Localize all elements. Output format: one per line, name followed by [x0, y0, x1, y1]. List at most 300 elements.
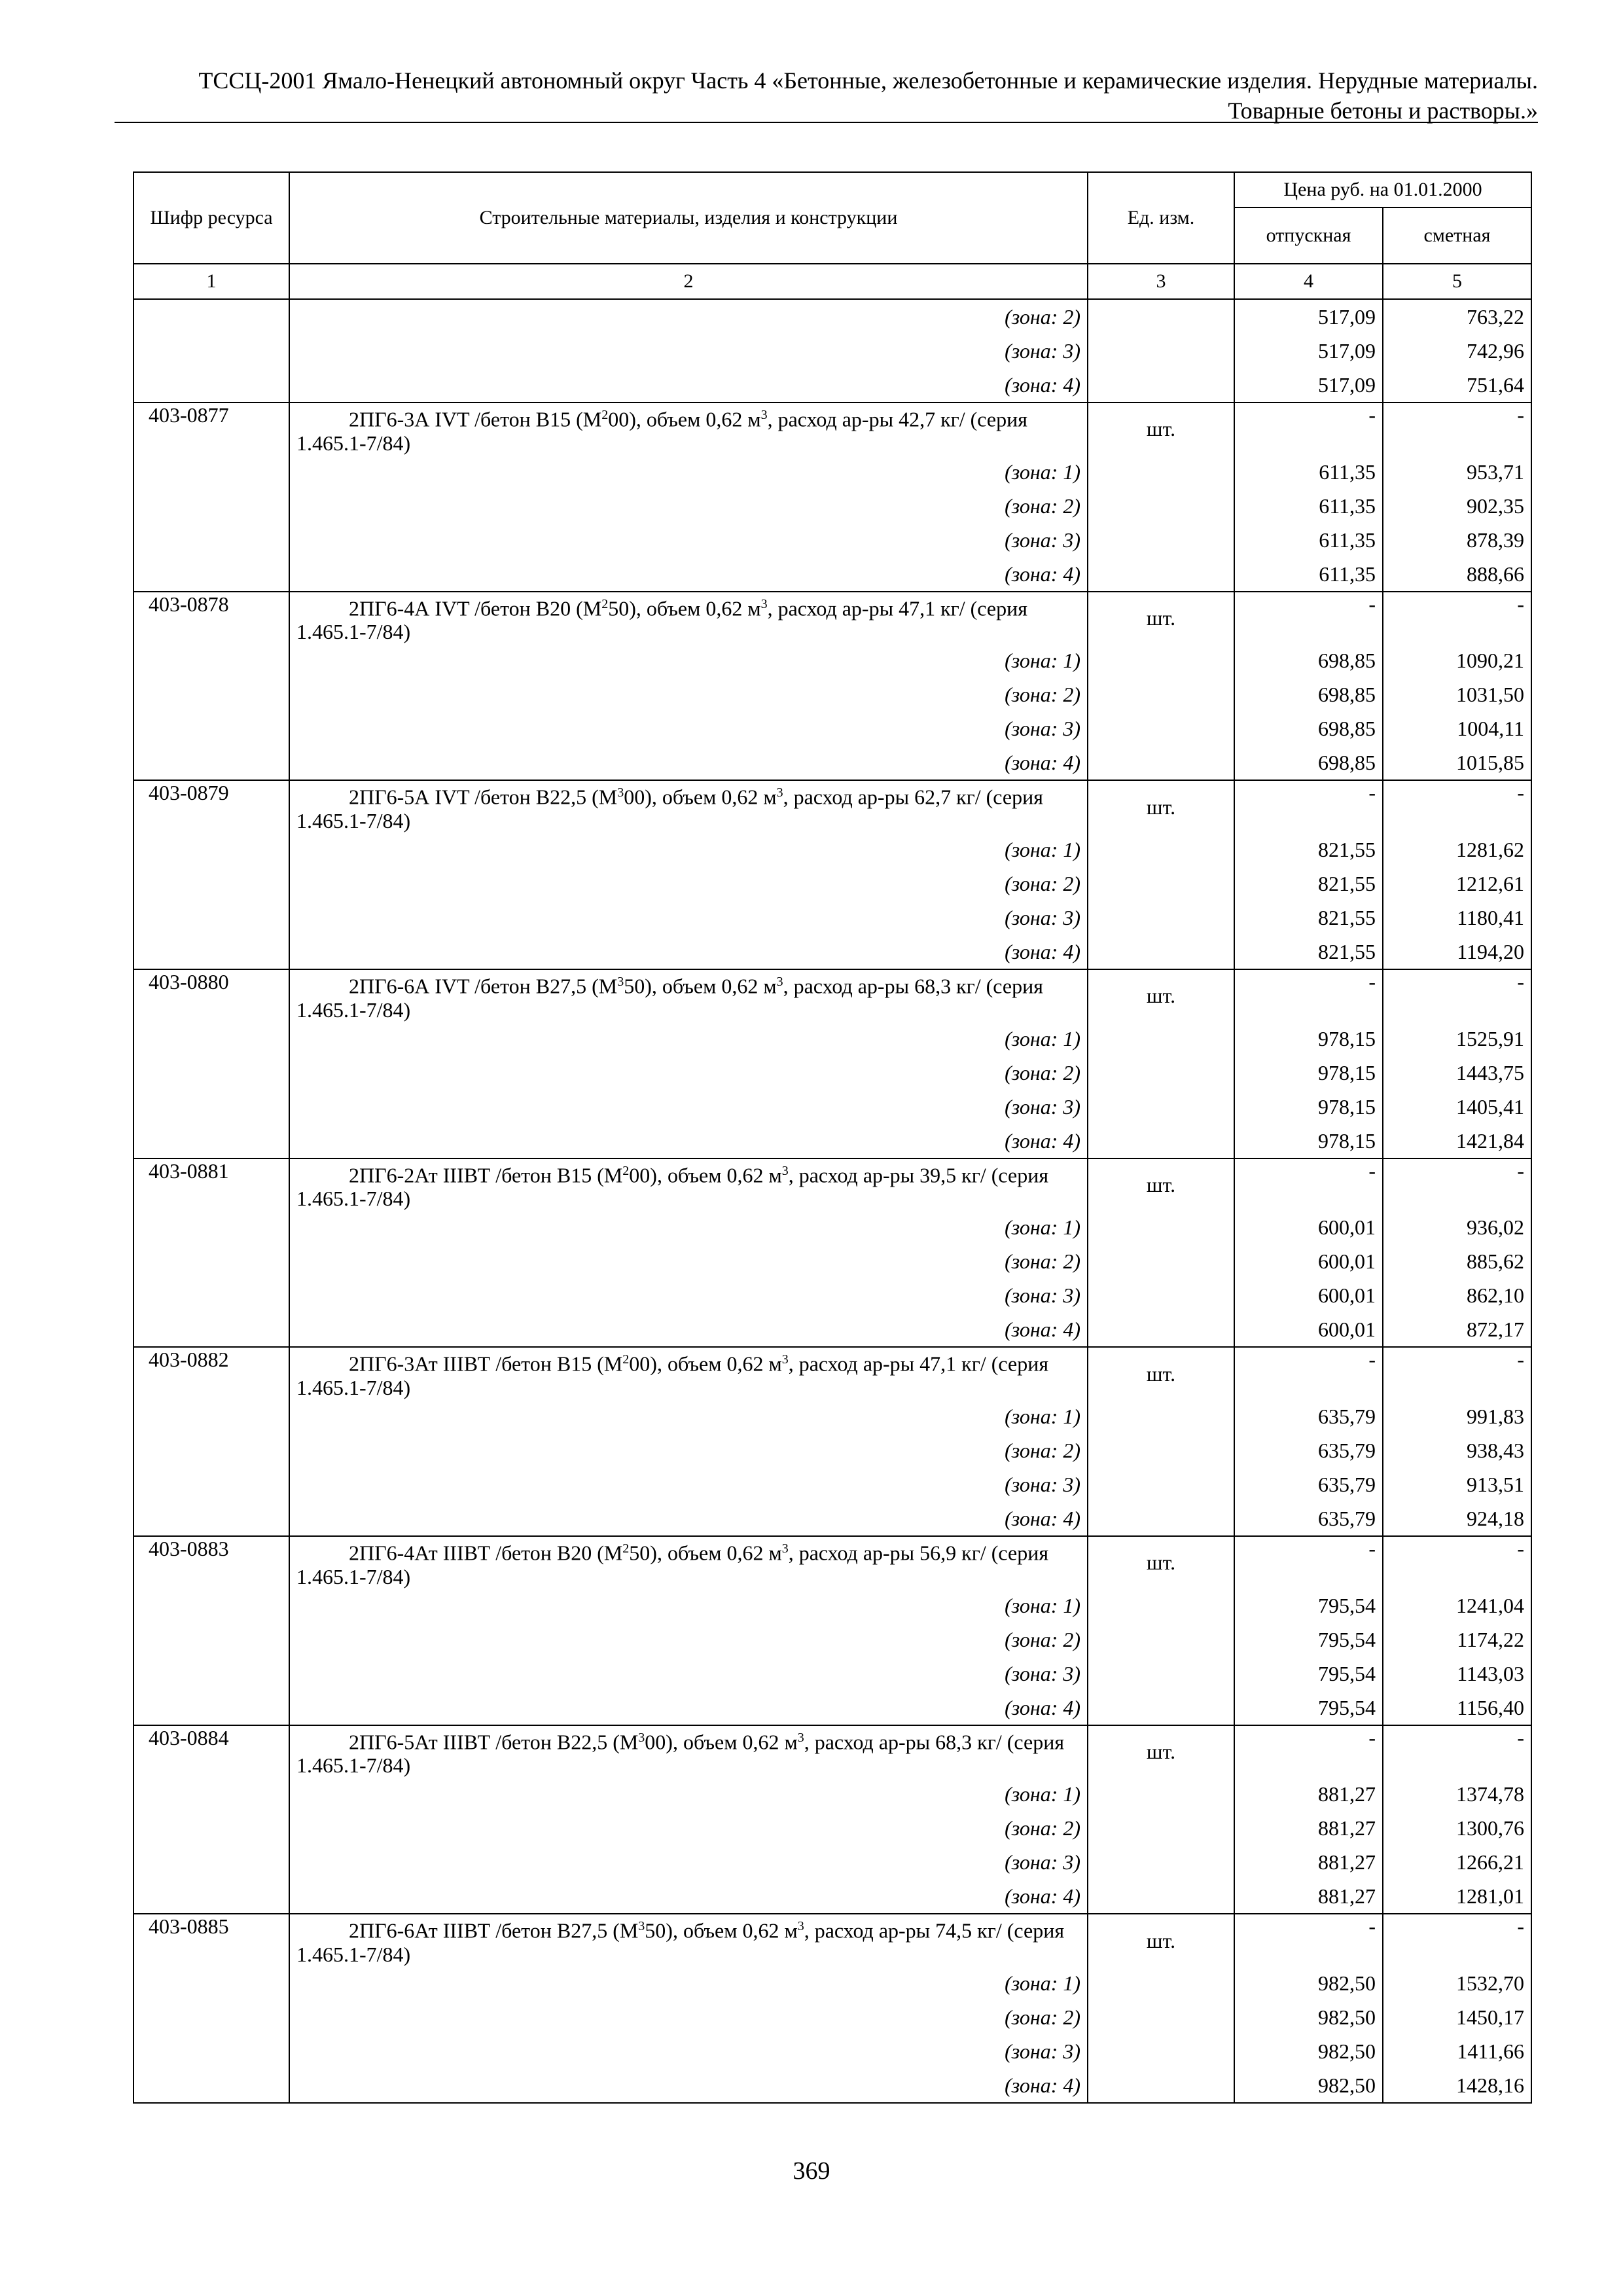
estimate-price: 1281,62: [1383, 833, 1531, 867]
resource-code-cell: [134, 2068, 289, 2103]
zone-label: (зона: 2): [289, 1433, 1088, 1467]
resource-code-cell: [134, 1467, 289, 1501]
release-price: 517,09: [1234, 368, 1383, 403]
resource-code-cell: [134, 1278, 289, 1312]
table-row: [134, 1879, 1531, 1914]
zone-label: (зона: 1): [289, 1588, 1088, 1623]
resource-code: 403-0884: [134, 1725, 289, 1778]
zone-label: (зона: 4): [289, 368, 1088, 403]
unit-cell: [1088, 1467, 1234, 1501]
unit-cell: [1088, 1433, 1234, 1467]
release-price: 635,79: [1234, 1399, 1383, 1433]
resource-code-cell: [134, 1210, 289, 1244]
unit-cell: [1088, 489, 1234, 523]
zone-label: (зона: 4): [289, 745, 1088, 780]
resource-code: 403-0881: [134, 1158, 289, 1211]
release-price: -: [1234, 1914, 1383, 1966]
resource-code-cell: [134, 1966, 289, 2000]
release-price: 795,54: [1234, 1691, 1383, 1725]
unit-cell: шт.: [1088, 592, 1234, 644]
release-price: 611,35: [1234, 557, 1383, 592]
table-row: [134, 403, 1531, 455]
release-price: 982,50: [1234, 2000, 1383, 2034]
resource-code-cell: [134, 901, 289, 935]
table-row: [134, 2034, 1531, 2068]
unit-cell: [1088, 1278, 1234, 1312]
zone-label: (зона: 3): [289, 901, 1088, 935]
unit-cell: [1088, 643, 1234, 677]
resource-code: 403-0882: [134, 1347, 289, 1399]
release-price: -: [1234, 592, 1383, 644]
estimate-price: 751,64: [1383, 368, 1531, 403]
resource-code-cell: [134, 2034, 289, 2068]
table-row: [134, 523, 1531, 557]
resource-code-cell: [134, 1777, 289, 1811]
resource-code-cell: [134, 1588, 289, 1623]
zone-label: (зона: 2): [289, 677, 1088, 711]
release-price: 978,15: [1234, 1022, 1383, 1056]
release-price: -: [1234, 1725, 1383, 1778]
estimate-price: 1266,21: [1383, 1845, 1531, 1879]
estimate-price: 1143,03: [1383, 1657, 1531, 1691]
estimate-price: 902,35: [1383, 489, 1531, 523]
estimate-price: 991,83: [1383, 1399, 1531, 1433]
estimate-price: 888,66: [1383, 557, 1531, 592]
unit-cell: [1088, 833, 1234, 867]
estimate-price: 742,96: [1383, 334, 1531, 368]
release-price: 611,35: [1234, 489, 1383, 523]
resource-code: 403-0878: [134, 592, 289, 644]
estimate-price: 1004,11: [1383, 711, 1531, 745]
table-row: [134, 867, 1531, 901]
material-name: 2ПГ6-2Ат IIIВТ /бетон В15 $(М^200)$, объем 0,62 $м^3$, расход ар-ры 39,5 кг/ (серия 1.465.1-7/84): [289, 1158, 1088, 1211]
resource-code-cell: [134, 1022, 289, 1056]
release-price: 982,50: [1234, 1966, 1383, 2000]
material-name: 2ПГ6-3А IVT /бетон В15 $(М^200)$, объем 0,62 $м^3$, расход ар-ры 42,7 кг/ (серия 1.465.1-7/84): [289, 403, 1088, 455]
zone-label: (зона: 3): [289, 711, 1088, 745]
unit-cell: [1088, 677, 1234, 711]
release-price: 600,01: [1234, 1278, 1383, 1312]
release-price: 795,54: [1234, 1588, 1383, 1623]
estimate-price: 913,51: [1383, 1467, 1531, 1501]
zone-label: (зона: 4): [289, 1691, 1088, 1725]
table-row: [134, 592, 1531, 644]
release-price: 600,01: [1234, 1244, 1383, 1278]
col-number: 5: [1383, 264, 1531, 299]
release-price: 795,54: [1234, 1623, 1383, 1657]
table-row: [134, 1588, 1531, 1623]
zone-label: (зона: 3): [289, 1278, 1088, 1312]
table-row: [134, 780, 1531, 833]
estimate-price: 1241,04: [1383, 1588, 1531, 1623]
zone-label: (зона: 1): [289, 1210, 1088, 1244]
resource-code-cell: [134, 935, 289, 969]
table-row: [134, 489, 1531, 523]
unit-cell: [1088, 745, 1234, 780]
estimate-price: -: [1383, 1914, 1531, 1966]
table-row: [134, 1467, 1531, 1501]
resource-code-cell: [134, 1657, 289, 1691]
estimate-price: 1428,16: [1383, 2068, 1531, 2103]
table-row: [134, 1210, 1531, 1244]
resource-code-cell: [134, 1399, 289, 1433]
release-price: 881,27: [1234, 1811, 1383, 1845]
estimate-price: -: [1383, 592, 1531, 644]
zone-label: (зона: 3): [289, 1467, 1088, 1501]
resource-code: 403-0885: [134, 1914, 289, 1966]
estimate-price: 1156,40: [1383, 1691, 1531, 1725]
resource-code-cell: [134, 523, 289, 557]
table-row: [134, 1914, 1531, 1966]
release-price: 635,79: [1234, 1467, 1383, 1501]
table-row: [134, 2068, 1531, 2103]
estimate-price: 1300,76: [1383, 1811, 1531, 1845]
price-table: [133, 171, 1532, 2104]
unit-cell: [1088, 1399, 1234, 1433]
zone-label: (зона: 4): [289, 2068, 1088, 2103]
header-line-2: Товарные бетоны и растворы.»: [1228, 98, 1538, 124]
release-price: 821,55: [1234, 935, 1383, 969]
table-row: [134, 299, 1531, 334]
release-price: 982,50: [1234, 2034, 1383, 2068]
unit-cell: [1088, 557, 1234, 592]
estimate-price: -: [1383, 780, 1531, 833]
release-price: 600,01: [1234, 1210, 1383, 1244]
unit-cell: шт.: [1088, 1725, 1234, 1778]
estimate-price: -: [1383, 403, 1531, 455]
estimate-price: 1411,66: [1383, 2034, 1531, 2068]
resource-code-cell: [134, 334, 289, 368]
zone-label: (зона: 4): [289, 1312, 1088, 1347]
col-header-price-group: Цена руб. на 01.01.2000: [1234, 172, 1531, 207]
release-price: 978,15: [1234, 1124, 1383, 1158]
unit-cell: [1088, 1244, 1234, 1278]
release-price: 978,15: [1234, 1056, 1383, 1090]
release-price: 635,79: [1234, 1501, 1383, 1536]
zone-label: (зона: 4): [289, 1501, 1088, 1536]
unit-cell: [1088, 2068, 1234, 2103]
table-row: [134, 455, 1531, 489]
zone-label: (зона: 3): [289, 1845, 1088, 1879]
release-price: -: [1234, 1536, 1383, 1588]
page-number: 369: [793, 2157, 830, 2185]
resource-code-cell: [134, 2000, 289, 2034]
resource-code-cell: [134, 557, 289, 592]
release-price: 517,09: [1234, 334, 1383, 368]
unit-cell: [1088, 1312, 1234, 1347]
table-row: [134, 1966, 1531, 2000]
material-name: 2ПГ6-5А IVT /бетон В22,5 $(М^300)$, объем 0,62 $м^3$, расход ар-ры 62,7 кг/ (серия 1.465.1-7/84): [289, 780, 1088, 833]
release-price: 611,35: [1234, 523, 1383, 557]
col-header-material: Строительные материалы, изделия и конструкции: [289, 172, 1088, 264]
col-header-code: Шифр ресурса: [134, 172, 289, 264]
estimate-price: 1212,61: [1383, 867, 1531, 901]
zone-label: (зона: 2): [289, 489, 1088, 523]
estimate-price: 938,43: [1383, 1433, 1531, 1467]
release-price: 600,01: [1234, 1312, 1383, 1347]
unit-cell: [1088, 1777, 1234, 1811]
material-name: 2ПГ6-5Ат IIIВТ /бетон В22,5 $(М^300)$, объем 0,62 $м^3$, расход ар-ры 68,3 кг/ (серия 1.465.1-7/84): [289, 1725, 1088, 1778]
resource-code-cell: [134, 1244, 289, 1278]
table-row: [134, 1312, 1531, 1347]
table-row: [134, 1244, 1531, 1278]
estimate-price: 1374,78: [1383, 1777, 1531, 1811]
unit-cell: [1088, 1022, 1234, 1056]
release-price: 795,54: [1234, 1657, 1383, 1691]
col-header-unit: Ед. изм.: [1088, 172, 1234, 264]
table-row: [134, 711, 1531, 745]
table-row: [134, 1158, 1531, 1211]
table-row: [134, 1777, 1531, 1811]
table-row: [134, 1501, 1531, 1536]
estimate-price: 872,17: [1383, 1312, 1531, 1347]
release-price: 881,27: [1234, 1879, 1383, 1914]
zone-label: (зона: 2): [289, 1244, 1088, 1278]
unit-cell: шт.: [1088, 780, 1234, 833]
table-row: [134, 1657, 1531, 1691]
resource-code-cell: [134, 833, 289, 867]
col-header-estimate: сметная: [1383, 207, 1531, 264]
table-row: [134, 557, 1531, 592]
resource-code-cell: [134, 1056, 289, 1090]
resource-code-cell: [134, 643, 289, 677]
release-price: 635,79: [1234, 1433, 1383, 1467]
resource-code: 403-0880: [134, 969, 289, 1022]
estimate-price: -: [1383, 1347, 1531, 1399]
material-name: 2ПГ6-3Ат IIIВТ /бетон В15 $(М^200)$, объем 0,62 $м^3$, расход ар-ры 47,1 кг/ (серия 1.465.1-7/84): [289, 1347, 1088, 1399]
unit-cell: [1088, 1811, 1234, 1845]
resource-code-cell: [134, 1811, 289, 1845]
estimate-price: -: [1383, 1725, 1531, 1778]
zone-label: (зона: 4): [289, 557, 1088, 592]
table-row: [134, 969, 1531, 1022]
table-row: [134, 1124, 1531, 1158]
table-row: [134, 1022, 1531, 1056]
table-row: [134, 1090, 1531, 1124]
table-body: [134, 299, 1531, 2103]
unit-cell: [1088, 1056, 1234, 1090]
unit-cell: [1088, 711, 1234, 745]
release-price: 611,35: [1234, 455, 1383, 489]
resource-code-cell: [134, 1879, 289, 1914]
material-name: 2ПГ6-6А IVT /бетон В27,5 $(М^350)$, объем 0,62 $м^3$, расход ар-ры 68,3 кг/ (серия 1.465.1-7/84): [289, 969, 1088, 1022]
release-price: -: [1234, 403, 1383, 455]
estimate-price: -: [1383, 1536, 1531, 1588]
estimate-price: 1015,85: [1383, 745, 1531, 780]
zone-label: (зона: 1): [289, 833, 1088, 867]
table-row: [134, 368, 1531, 403]
resource-code-cell: [134, 1691, 289, 1725]
zone-label: (зона: 4): [289, 1879, 1088, 1914]
table-row: [134, 334, 1531, 368]
release-price: -: [1234, 969, 1383, 1022]
estimate-price: 1174,22: [1383, 1623, 1531, 1657]
zone-label: (зона: 3): [289, 1090, 1088, 1124]
resource-code-cell: [134, 1433, 289, 1467]
resource-code: 403-0879: [134, 780, 289, 833]
estimate-price: 1450,17: [1383, 2000, 1531, 2034]
release-price: -: [1234, 1347, 1383, 1399]
unit-cell: [1088, 901, 1234, 935]
estimate-price: 1421,84: [1383, 1124, 1531, 1158]
resource-code-cell: [134, 299, 289, 334]
table-row: [134, 1056, 1531, 1090]
table-row: [134, 1811, 1531, 1845]
unit-cell: шт.: [1088, 1347, 1234, 1399]
resource-code-cell: [134, 455, 289, 489]
unit-cell: [1088, 1966, 1234, 2000]
release-price: 821,55: [1234, 867, 1383, 901]
col-number: 3: [1088, 264, 1234, 299]
release-price: -: [1234, 1158, 1383, 1211]
zone-label: (зона: 1): [289, 643, 1088, 677]
release-price: -: [1234, 780, 1383, 833]
estimate-price: 1031,50: [1383, 677, 1531, 711]
zone-label: (зона: 4): [289, 935, 1088, 969]
release-price: 881,27: [1234, 1845, 1383, 1879]
resource-code-cell: [134, 1845, 289, 1879]
release-price: 698,85: [1234, 711, 1383, 745]
table-row: [134, 677, 1531, 711]
page-header: [115, 65, 1538, 126]
zone-label: (зона: 3): [289, 523, 1088, 557]
header-line-1: ТССЦ-2001 Ямало-Ненецкий автономный округ Часть 4 «Бетонные, железобетонные и керамические изделия. Нерудные материалы.: [198, 67, 1538, 94]
resource-code-cell: [134, 1312, 289, 1347]
zone-label: (зона: 1): [289, 1777, 1088, 1811]
table-header: [134, 172, 1531, 299]
unit-cell: шт.: [1088, 403, 1234, 455]
col-number: 4: [1234, 264, 1383, 299]
estimate-price: -: [1383, 969, 1531, 1022]
estimate-price: 1532,70: [1383, 1966, 1531, 2000]
resource-code: 403-0877: [134, 403, 289, 455]
unit-cell: шт.: [1088, 969, 1234, 1022]
table-row: [134, 1623, 1531, 1657]
estimate-price: 1443,75: [1383, 1056, 1531, 1090]
unit-cell: [1088, 1124, 1234, 1158]
table-row: [134, 745, 1531, 780]
zone-label: (зона: 2): [289, 1056, 1088, 1090]
unit-cell: [1088, 1845, 1234, 1879]
zone-label: (зона: 2): [289, 1623, 1088, 1657]
unit-cell: [1088, 1501, 1234, 1536]
resource-code-cell: [134, 1090, 289, 1124]
estimate-price: 862,10: [1383, 1278, 1531, 1312]
material-name: 2ПГ6-6Ат IIIВТ /бетон В27,5 $(М^350)$, объем 0,62 $м^3$, расход ар-ры 74,5 кг/ (серия 1.465.1-7/84): [289, 1914, 1088, 1966]
estimate-price: 953,71: [1383, 455, 1531, 489]
unit-cell: [1088, 1657, 1234, 1691]
unit-cell: [1088, 1623, 1234, 1657]
material-name: 2ПГ6-4Ат IIIВТ /бетон В20 $(М^250)$, объем 0,62 $м^3$, расход ар-ры 56,9 кг/ (серия 1.465.1-7/84): [289, 1536, 1088, 1588]
col-number: 1: [134, 264, 289, 299]
resource-code-cell: [134, 745, 289, 780]
zone-label: (зона: 3): [289, 334, 1088, 368]
table-row: [134, 2000, 1531, 2034]
unit-cell: [1088, 1588, 1234, 1623]
unit-cell: [1088, 523, 1234, 557]
unit-cell: [1088, 2000, 1234, 2034]
unit-cell: [1088, 1090, 1234, 1124]
zone-label: (зона: 1): [289, 1399, 1088, 1433]
estimate-price: 936,02: [1383, 1210, 1531, 1244]
release-price: 978,15: [1234, 1090, 1383, 1124]
release-price: 517,09: [1234, 299, 1383, 334]
resource-code-cell: [134, 1124, 289, 1158]
estimate-price: 1090,21: [1383, 643, 1531, 677]
resource-code-cell: [134, 1501, 289, 1536]
table-row: [134, 1433, 1531, 1467]
zone-label: (зона: 2): [289, 1811, 1088, 1845]
estimate-price: -: [1383, 1158, 1531, 1211]
unit-cell: [1088, 299, 1234, 334]
release-price: 821,55: [1234, 901, 1383, 935]
resource-code-cell: [134, 1623, 289, 1657]
resource-code-cell: [134, 867, 289, 901]
estimate-price: 924,18: [1383, 1501, 1531, 1536]
col-header-release: отпускная: [1234, 207, 1383, 264]
col-number: 2: [289, 264, 1088, 299]
resource-code-cell: [134, 489, 289, 523]
unit-cell: [1088, 1879, 1234, 1914]
table-row: [134, 1399, 1531, 1433]
unit-cell: [1088, 935, 1234, 969]
unit-cell: [1088, 867, 1234, 901]
table-row: [134, 1845, 1531, 1879]
material-name: 2ПГ6-4А IVT /бетон В20 $(М^250)$, объем 0,62 $м^3$, расход ар-ры 47,1 кг/ (серия 1.465.1-7/84): [289, 592, 1088, 644]
release-price: 821,55: [1234, 833, 1383, 867]
resource-code-cell: [134, 677, 289, 711]
resource-code: 403-0883: [134, 1536, 289, 1588]
unit-cell: [1088, 334, 1234, 368]
release-price: 982,50: [1234, 2068, 1383, 2103]
table-row: [134, 1691, 1531, 1725]
resource-code-cell: [134, 368, 289, 403]
table-row: [134, 1278, 1531, 1312]
zone-label: (зона: 2): [289, 299, 1088, 334]
estimate-price: 1281,01: [1383, 1879, 1531, 1914]
zone-label: (зона: 2): [289, 2000, 1088, 2034]
header-divider: [115, 122, 1538, 123]
release-price: 698,85: [1234, 677, 1383, 711]
table-row: [134, 1725, 1531, 1778]
zone-label: (зона: 3): [289, 1657, 1088, 1691]
estimate-price: 1405,41: [1383, 1090, 1531, 1124]
zone-label: (зона: 4): [289, 1124, 1088, 1158]
zone-label: (зона: 3): [289, 2034, 1088, 2068]
estimate-price: 1180,41: [1383, 901, 1531, 935]
table-row: [134, 935, 1531, 969]
release-price: 698,85: [1234, 643, 1383, 677]
unit-cell: шт.: [1088, 1914, 1234, 1966]
estimate-price: 885,62: [1383, 1244, 1531, 1278]
zone-label: (зона: 1): [289, 1022, 1088, 1056]
estimate-price: 878,39: [1383, 523, 1531, 557]
release-price: 881,27: [1234, 1777, 1383, 1811]
unit-cell: [1088, 2034, 1234, 2068]
unit-cell: шт.: [1088, 1158, 1234, 1211]
unit-cell: [1088, 455, 1234, 489]
resource-code-cell: [134, 711, 289, 745]
estimate-price: 1194,20: [1383, 935, 1531, 969]
table-row: [134, 1536, 1531, 1588]
zone-label: (зона: 1): [289, 1966, 1088, 2000]
table-row: [134, 833, 1531, 867]
unit-cell: [1088, 1210, 1234, 1244]
table-row: [134, 1347, 1531, 1399]
estimate-price: 1525,91: [1383, 1022, 1531, 1056]
estimate-price: 763,22: [1383, 299, 1531, 334]
zone-label: (зона: 2): [289, 867, 1088, 901]
